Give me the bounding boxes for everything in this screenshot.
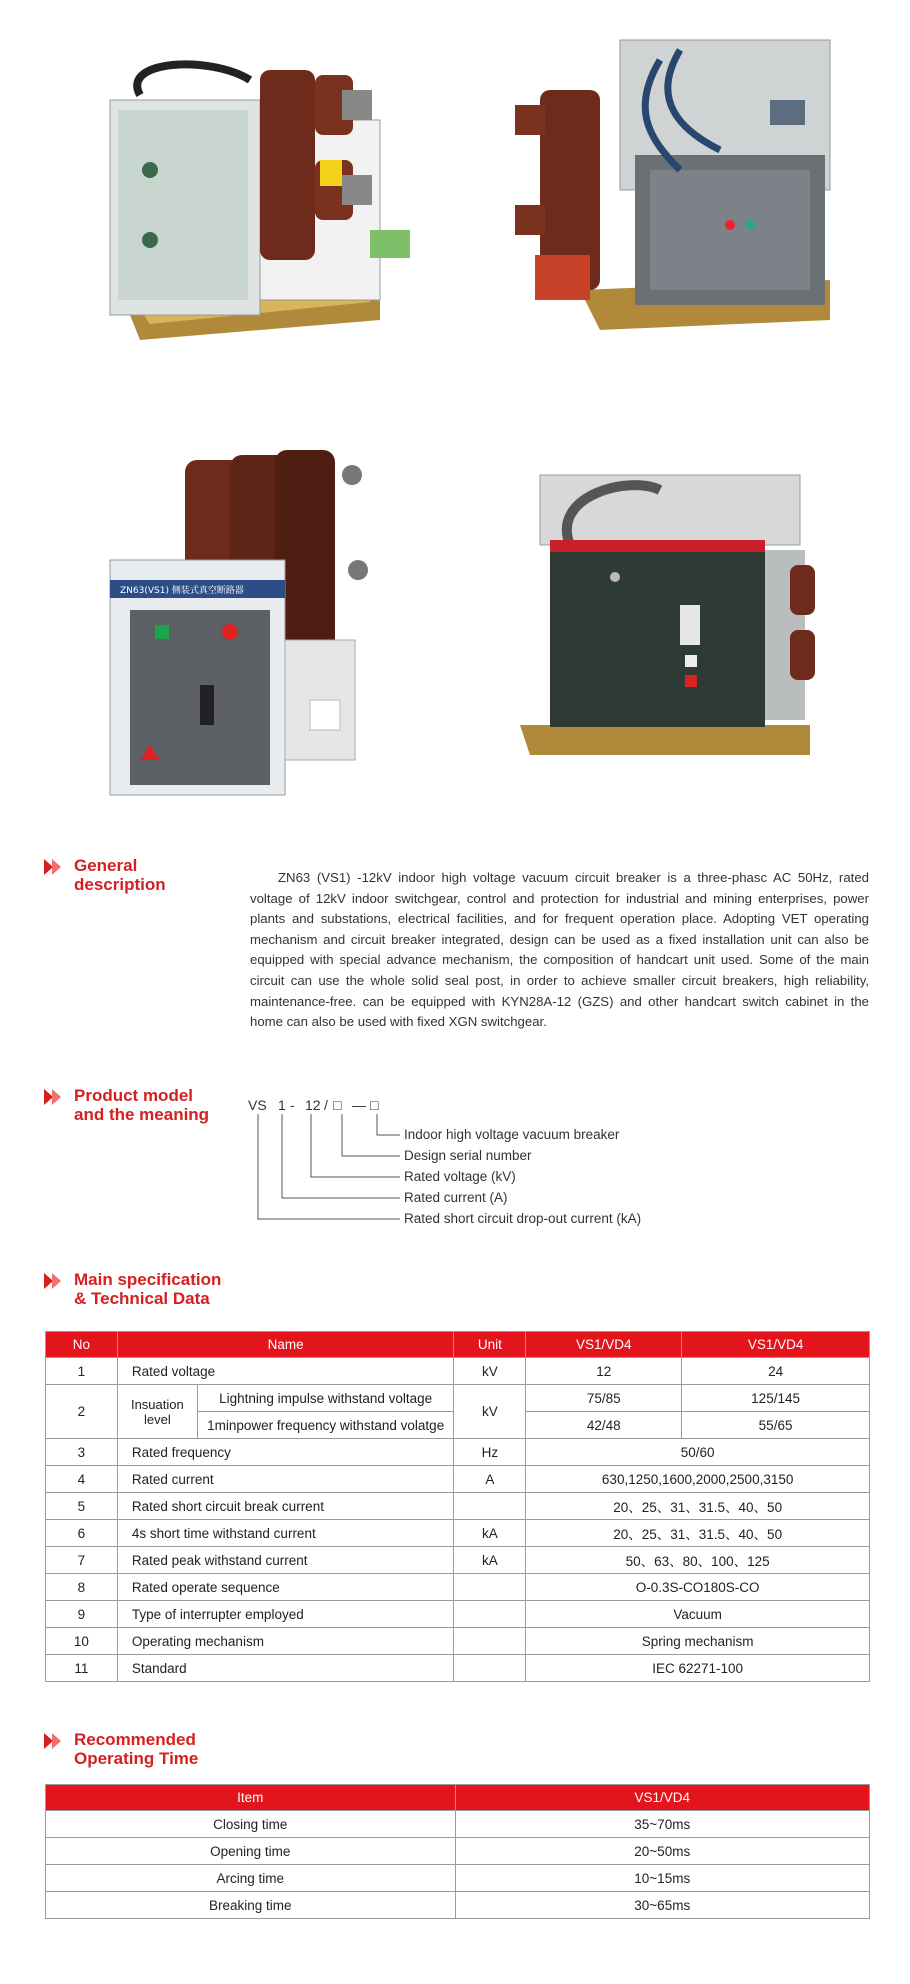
cell-value-1: 12 xyxy=(526,1358,682,1385)
cell-value-1: 42/48 xyxy=(526,1412,682,1439)
cell-no: 8 xyxy=(46,1574,118,1601)
spec-header-row xyxy=(46,1332,870,1358)
header-item: Item xyxy=(46,1785,456,1811)
operating-time-heading xyxy=(44,1730,198,1768)
table-row xyxy=(46,1358,870,1385)
cell-name: Rated short circuit break current xyxy=(117,1493,454,1520)
cell-value: 50/60 xyxy=(526,1439,870,1466)
cell-item: Opening time xyxy=(46,1838,456,1865)
table-row xyxy=(46,1547,870,1574)
cell-unit: kA xyxy=(454,1547,526,1574)
model-code-1: 1 xyxy=(278,1097,286,1113)
cell-value: 35~70ms xyxy=(455,1811,870,1838)
cell-name: Operating mechanism xyxy=(117,1628,454,1655)
table-row xyxy=(46,1838,870,1865)
model-code-dash-2: — xyxy=(352,1097,366,1113)
model-code-slash: / xyxy=(324,1097,328,1113)
cell-value: 30~65ms xyxy=(455,1892,870,1919)
model-label-4: Rated current (A) xyxy=(404,1190,508,1205)
cell-unit xyxy=(454,1628,526,1655)
cell-value: Spring mechanism xyxy=(526,1628,870,1655)
svg-text:ZN63(VS1) 侧装式真空断路器: ZN63(VS1) 侧装式真空断路器 xyxy=(120,586,244,596)
cell-item: Breaking time xyxy=(46,1892,456,1919)
heading-line-2: Operating Time xyxy=(74,1749,199,1768)
cell-unit xyxy=(454,1655,526,1682)
table-row xyxy=(46,1601,870,1628)
model-code-vs: VS xyxy=(248,1097,267,1113)
model-label-5: Rated short circuit drop-out current (kA) xyxy=(404,1211,642,1226)
cell-value: IEC 62271-100 xyxy=(526,1655,870,1682)
cell-name: Rated frequency xyxy=(117,1439,454,1466)
cell-value: 20、25、31、31.5、40、50 xyxy=(526,1520,870,1547)
double-arrow-icon xyxy=(44,1733,66,1749)
model-label-1: Indoor high voltage vacuum breaker xyxy=(404,1127,620,1142)
table-row xyxy=(46,1466,870,1493)
cell-no: 11 xyxy=(46,1655,118,1682)
heading-line-1: General xyxy=(74,856,138,875)
cell-no: 2 xyxy=(46,1385,118,1439)
header-vs1: VS1/VD4 xyxy=(455,1785,870,1811)
cell-name: Rated operate sequence xyxy=(117,1574,454,1601)
cell-sub-name-a: Lightning impulse withstand voltage xyxy=(197,1385,454,1412)
table-row xyxy=(46,1493,870,1520)
cell-unit: Hz xyxy=(454,1439,526,1466)
model-label-2: Design serial number xyxy=(404,1148,532,1163)
cell-no: 6 xyxy=(46,1520,118,1547)
header-name: Name xyxy=(117,1332,454,1358)
heading-line-1: Main specification xyxy=(74,1270,222,1289)
model-code-box-1: □ xyxy=(333,1097,342,1113)
cell-no: 1 xyxy=(46,1358,118,1385)
cell-unit: kV xyxy=(454,1385,526,1439)
cell-value-2: 125/145 xyxy=(682,1385,870,1412)
table-row xyxy=(46,1385,870,1412)
cell-unit: A xyxy=(454,1466,526,1493)
cell-value-2: 55/65 xyxy=(682,1412,870,1439)
table-row xyxy=(46,1811,870,1838)
spec-table xyxy=(45,1331,870,1682)
table-row xyxy=(46,1892,870,1919)
heading-line-1: Recommended xyxy=(74,1730,196,1749)
cell-unit xyxy=(454,1601,526,1628)
cell-name: Rated current xyxy=(117,1466,454,1493)
cell-no: 5 xyxy=(46,1493,118,1520)
cell-no: 10 xyxy=(46,1628,118,1655)
heading-line-2: & Technical Data xyxy=(74,1289,210,1308)
header-vs1-12: VS1/VD4 xyxy=(526,1332,682,1358)
header-vs1-24: VS1/VD4 xyxy=(682,1332,870,1358)
header-unit: Unit xyxy=(454,1332,526,1358)
cell-no: 3 xyxy=(46,1439,118,1466)
table-row xyxy=(46,1865,870,1892)
cell-no: 4 xyxy=(46,1466,118,1493)
main-spec-heading xyxy=(44,1270,221,1308)
cell-value: 10~15ms xyxy=(455,1865,870,1892)
cell-value: O-0.3S-CO180S-CO xyxy=(526,1574,870,1601)
table-row xyxy=(46,1520,870,1547)
cell-value: 20~50ms xyxy=(455,1838,870,1865)
cell-unit: kA xyxy=(454,1520,526,1547)
heading-line-2: and the meaning xyxy=(74,1105,210,1124)
model-label-3: Rated voltage (kV) xyxy=(404,1169,516,1184)
cell-unit xyxy=(454,1574,526,1601)
table-row xyxy=(46,1574,870,1601)
cell-no: 7 xyxy=(46,1547,118,1574)
cell-item: Arcing time xyxy=(46,1865,456,1892)
cell-name: Rated peak withstand current xyxy=(117,1547,454,1574)
table-row xyxy=(46,1655,870,1682)
cell-item: Closing time xyxy=(46,1811,456,1838)
cell-name: Standard xyxy=(117,1655,454,1682)
double-arrow-icon xyxy=(44,1273,66,1289)
cell-name: Rated voltage xyxy=(117,1358,454,1385)
cell-value-2: 24 xyxy=(682,1358,870,1385)
cell-unit: kV xyxy=(454,1358,526,1385)
cell-group: Insuation level xyxy=(117,1385,197,1439)
table-row xyxy=(46,1439,870,1466)
model-code-12: 12 xyxy=(305,1097,321,1113)
cell-value: 20、25、31、31.5、40、50 xyxy=(526,1493,870,1520)
operating-time-table xyxy=(45,1784,870,1919)
heading-line-2: description xyxy=(74,875,166,894)
cell-value: 50、63、80、100、125 xyxy=(526,1547,870,1574)
cell-unit xyxy=(454,1493,526,1520)
cell-no: 9 xyxy=(46,1601,118,1628)
heading-line-1: Product model xyxy=(74,1086,194,1105)
cell-name: 4s short time withstand current xyxy=(117,1520,454,1547)
table-row xyxy=(46,1628,870,1655)
header-no: No xyxy=(46,1332,118,1358)
cell-value-1: 75/85 xyxy=(526,1385,682,1412)
model-code-dash: - xyxy=(290,1097,295,1113)
cell-value: 630,1250,1600,2000,2500,3150 xyxy=(526,1466,870,1493)
cell-value: Vacuum xyxy=(526,1601,870,1628)
model-code-box-2: □ xyxy=(370,1097,379,1113)
description-paragraph: ZN63 (VS1) -12kV indoor high voltage vacuum circuit breaker is a three-phasc AC 50Hz, rated voltage of 12kV indoor switchgear, control and protection for industrial and mining enterprises, power plants and substations, electrical facilities, and for frequent operation place. Adopting VET operating mechanism and circuit breaker integrated, design can be used as a fixed installation unit can also be equipped with special advance mechanism, the composition of handcart unit used. Some of the main circuit can use the whole solid seal post, in order to achieve smaller circuit breakers, high reliability, maintenance-free. can be equipped with KYN28A-12 (GZS) and other handcart switch cabinet in the home can also be used with fixed XGN switchgear. xyxy=(250,870,869,1030)
time-header-row xyxy=(46,1785,870,1811)
cell-name: Type of interrupter employed xyxy=(117,1601,454,1628)
cell-sub-name-b: 1minpower frequency withstand volatge xyxy=(197,1412,454,1439)
